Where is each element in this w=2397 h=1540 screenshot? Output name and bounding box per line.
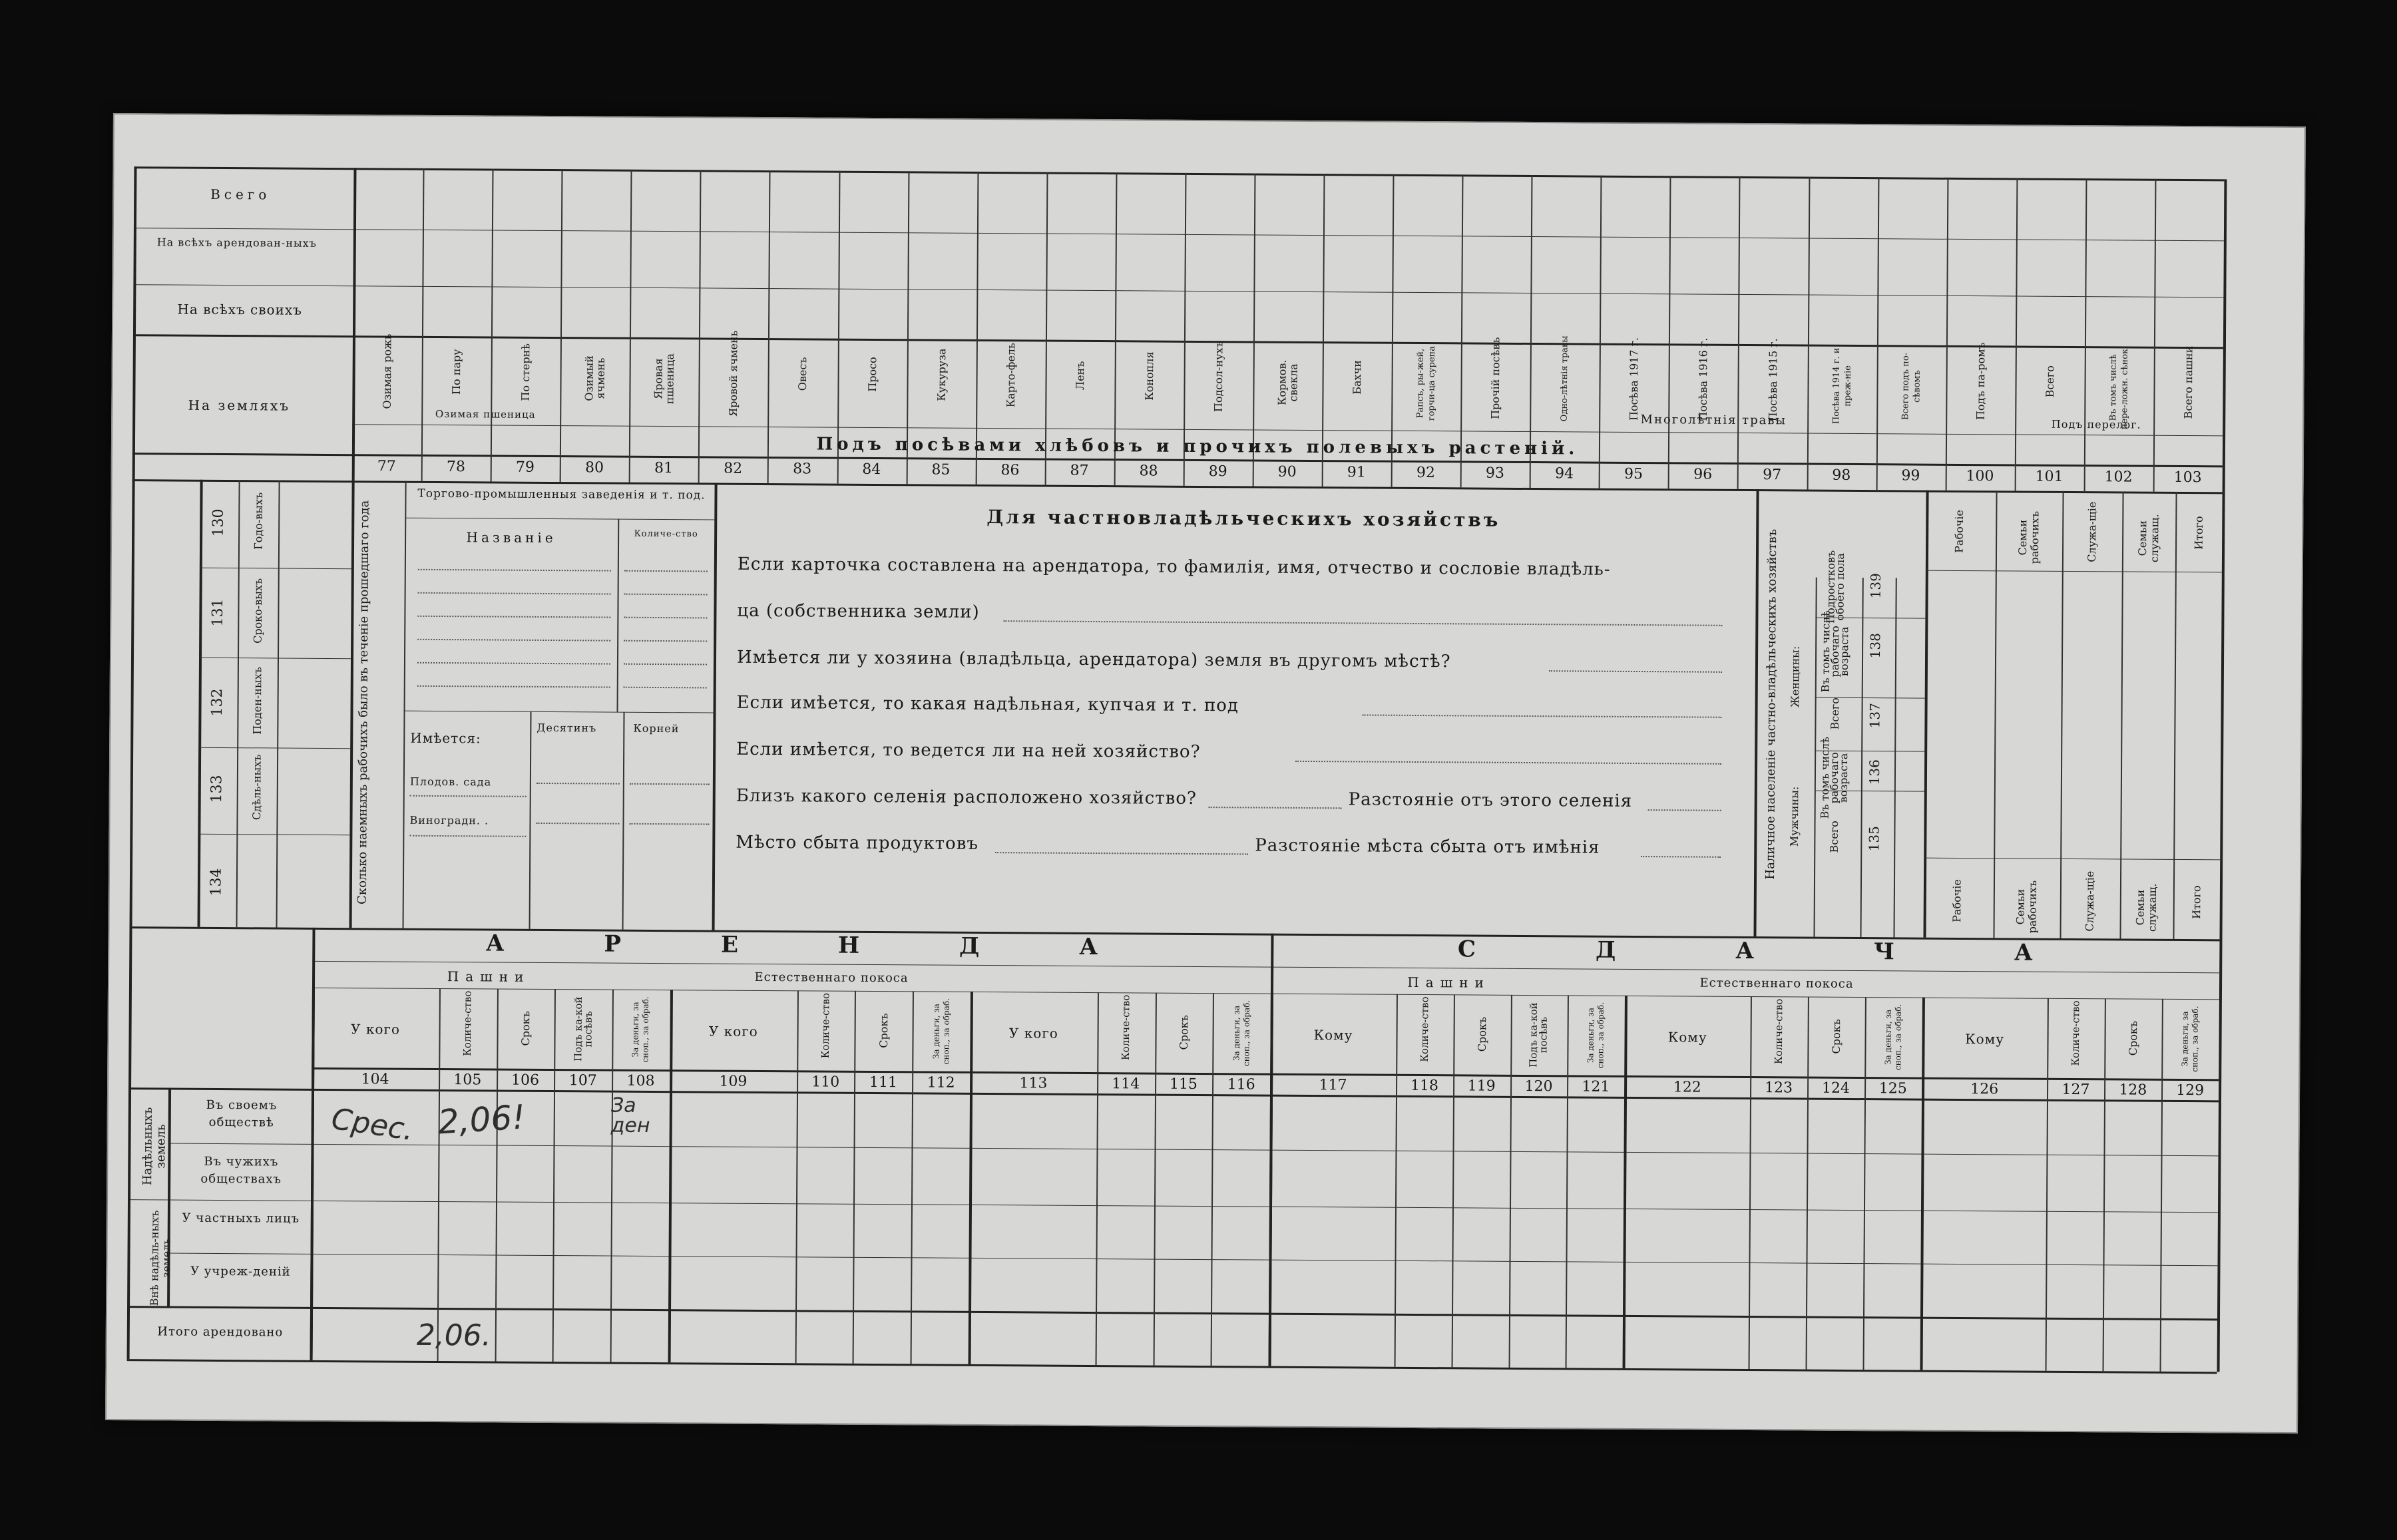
right-col-staff-families-top: Семьи служащ. [2135,514,2161,563]
vne-group-label: Внѣ надѣль-ныхъ земель [148,1210,173,1306]
right-col-worker-families-top: Семьи рабочихъ [2016,510,2042,564]
top-col-label-94: Одно-лѣтнія травы [1559,335,1570,422]
top-col-label-81: Яровая пшеница [652,353,677,405]
sdacha-col-num-120: 120 [1524,1077,1553,1095]
population-men-working: Въ томъ числѣ рабочаго возраста [1818,737,1851,819]
question-5a: Близъ какого селенія расположено хозяйство? [736,785,1197,809]
question-3: Если имѣется, то какая надѣльная, купчая и т. под [736,692,1239,716]
top-col-label-102: Въ томъ числѣ пере-ложн. сѣнок. [2108,345,2130,430]
top-col-label-93: Прочій посѣвъ [1488,337,1502,419]
sdacha-col-num-117: 117 [1319,1077,1347,1094]
top-col-label-100: Подъ па-ромъ [1974,342,1988,421]
top-col-label-85: Кукуруза [935,348,948,401]
top-col-num-102: 102 [2104,469,2133,486]
top-col-num-85: 85 [931,461,951,479]
workers-label-daily: Поден-ныхъ [250,667,264,735]
top-col-label-87: Ленъ [1073,361,1087,391]
pop-num-139: 139 [1867,573,1884,599]
top-col-label-83: Овесъ [796,357,809,391]
top-col-num-90: 90 [1277,463,1297,481]
arenda-col-label-116: За деньги, за сноп., за обраб. [1231,1000,1251,1067]
nadel-group-label: Надѣльныхъ земель [140,1107,168,1186]
sdacha-col-label-127: Количе-ство [2070,1000,2082,1066]
sdacha-col-label-118: Количе-ство [1418,996,1431,1062]
top-col-num-88: 88 [1139,463,1158,480]
arenda-col-label-104: У кого [350,1021,401,1038]
sdacha-col-num-124: 124 [1821,1079,1851,1097]
arenda-col-label-114: Количе-ство [1119,994,1132,1060]
top-col-num-91: 91 [1347,464,1366,481]
top-col-label-101: Всего [2043,365,2057,398]
arenda-col-num-107: 107 [568,1072,597,1089]
top-col-num-93: 93 [1485,465,1505,482]
top-col-label-92: Рапсъ, ры-жей, горчи-ца сурепа [1415,345,1438,421]
sdacha-col-label-120: Подъ ка-кой посѣвъ [1527,1002,1550,1067]
arenda-col-num-113: 113 [1019,1075,1048,1092]
question-6b: Разстояніе мѣста сбыта отъ имѣнія [1255,835,1600,858]
right-col-total-top: Итого [2192,516,2205,550]
sdacha-col-num-119: 119 [1467,1077,1496,1095]
sdacha-pashni: Пашни [1407,974,1490,991]
top-col-num-79: 79 [515,459,535,476]
row-label-lands: На земляхъ [188,397,291,414]
top-col-label-79: По стернѣ [519,343,533,401]
arenda-col-num-106: 106 [511,1071,540,1089]
arenda-heading: АРЕНДА [485,930,1198,961]
sdacha-col-label-128: Срокъ [2127,1020,2140,1056]
workers-label-annual: Годо-выхъ [252,492,266,550]
pop-num-137: 137 [1866,703,1883,729]
trade-desyatin-col: Десятинъ [537,721,597,735]
row-institutions: У учреж-деній [190,1264,291,1279]
sdacha-col-num-118: 118 [1410,1077,1438,1095]
row-label-rented: На всѣхъ арендован-ныхъ [156,236,317,250]
arenda-col-label-112: За деньги, за сноп., за обраб. [931,998,951,1065]
right-col-workers-bottom: Рабочіе [1950,879,1964,922]
top-section-title: Подъ посѣвами хлѣбовъ и прочихъ полевыхъ растеній. [816,434,1579,459]
top-col-num-78: 78 [446,459,465,476]
top-col-label-95: Посѣва 1917 г. [1628,337,1641,421]
top-col-num-103: 103 [2173,469,2202,486]
sdacha-col-label-117: Кому [1313,1027,1353,1044]
arenda-col-label-106: Срокъ [519,1011,533,1046]
pop-num-138: 138 [1867,633,1884,659]
top-col-label-91: Бахчи [1351,360,1364,395]
right-col-staff-families-bottom: Семьи служащ. [2133,883,2159,932]
row-label-total: Всего [210,186,271,203]
question-6a: Мѣсто сбыта продуктовъ [736,832,979,854]
arenda-pashni: Пашни [447,968,531,985]
top-col-label-88: Конопля [1142,351,1156,401]
population-women-all: Всего [1828,697,1842,730]
sdacha-col-num-125: 125 [1878,1080,1907,1097]
question-2: Имѣется ли у хозяина (владѣльца, арендатора) земля въ другомъ мѣстѣ? [736,647,1451,672]
top-col-label-90: Кормов. свекла [1275,359,1300,406]
ozim-pshenitsa-label: Озимая пшеница [435,407,536,421]
top-col-label-82: Яровой ячмень [727,330,740,417]
top-col-label-84: Просо [865,357,879,392]
handwritten-206: 2,06! [437,1097,527,1142]
right-col-staff-bottom: Служа-щіе [2083,870,2097,932]
arenda-col-num-110: 110 [811,1073,840,1091]
arenda-col-num-115: 115 [1169,1075,1198,1093]
sdacha-col-label-119: Срокъ [1475,1016,1488,1052]
handwritten-za-den: За ден [610,1093,650,1137]
arenda-col-label-113: У кого [1008,1025,1058,1042]
row-own-society: Въ своемъ обществѣ [206,1097,278,1130]
workers-num-131: 131 [209,598,227,627]
sdacha-col-label-126: Кому [1965,1031,2005,1048]
top-col-label-78: По пару [450,349,463,395]
right-col-total-bottom: Итого [2190,885,2203,919]
handwritten-sres: Срес. [329,1101,416,1148]
private-title: Для частновладѣльческихъ хозяйствъ [986,506,1501,531]
population-teens: Подростковъ обоего пола [1824,550,1847,624]
top-col-label-80: Озимый ячмень [582,355,608,401]
right-col-workers-top: Рабочіе [1952,510,1966,553]
question-1: Если карточка составлена на арендатора, то фамилія, имя, отчество и сословіе владѣль- [737,554,1611,580]
row-label-own: На всѣхъ своихъ [177,301,302,318]
sdacha-col-label-124: Срокъ [1829,1019,1843,1054]
top-col-num-86: 86 [1000,462,1020,479]
sdacha-col-num-127: 127 [2062,1081,2090,1099]
trade-title: Торгово-промышленныя заведенія и т. под. [417,486,706,502]
question-5b: Разстояніе отъ этого селенія [1348,789,1633,811]
workers-side-label: Сколько наемныхъ рабочихъ было въ теченіе прошедшаго года [355,500,372,904]
arenda-col-num-109: 109 [719,1073,748,1090]
workers-num-132: 132 [208,688,226,717]
top-col-num-100: 100 [1966,468,1994,485]
arenda-col-label-105: Количе-ство [461,990,474,1056]
top-col-label-99: Всего подъ по-сѣвомъ [1900,352,1922,421]
arenda-col-num-116: 116 [1227,1076,1255,1093]
top-col-num-94: 94 [1554,465,1574,482]
sdacha-col-num-129: 129 [2176,1081,2205,1099]
orchard-label: Плодов. сада [409,775,492,789]
row-total-rented: Итого арендовано [157,1324,284,1340]
top-col-num-99: 99 [1901,467,1920,484]
sdacha-col-num-128: 128 [2119,1081,2147,1099]
top-col-num-92: 92 [1416,464,1435,482]
sdacha-col-label-129: За деньги, за сноп., за обраб. [2180,1006,2200,1072]
sdacha-col-label-122: Кому [1667,1029,1707,1046]
sdacha-pokosa: Естественнаго покоса [1699,976,1854,991]
sdacha-col-num-122: 122 [1673,1079,1701,1096]
question-1b: ца (собственника земли) [737,600,980,622]
handwritten-total-206: 2,06. [416,1318,491,1353]
top-col-label-89: Подсол-нухъ [1211,341,1225,413]
workers-num-130: 130 [210,508,227,537]
top-col-num-87: 87 [1070,462,1089,479]
trade-qty-col: Количе-ство [634,528,698,540]
sdacha-heading: СДАЧА [1457,936,2153,967]
workers-label-piece: Сдѣль-ныхъ [250,754,264,821]
top-col-num-82: 82 [724,460,743,477]
pod-perelog-label: Подъ перелог. [2051,417,2141,431]
top-col-num-80: 80 [584,459,604,477]
population-women: Женщины: [1789,646,1802,708]
arenda-col-label-111: Срокъ [877,1013,891,1048]
top-col-label-98: Посѣва 1914 г. и преж-ніе [1831,347,1853,425]
top-col-num-89: 89 [1208,463,1227,481]
top-col-num-84: 84 [862,461,881,479]
population-men: Мужчины: [1787,786,1801,847]
top-col-label-77: Озимая рожь [380,333,394,409]
top-col-label-96: Посѣва 1916 г. [1697,337,1710,421]
arenda-col-num-114: 114 [1112,1075,1140,1093]
top-col-num-97: 97 [1763,467,1782,484]
trade-name-col: Названіе [466,529,556,546]
right-col-staff-top: Служа-щіе [2085,501,2099,562]
sdacha-col-num-121: 121 [1582,1078,1610,1095]
top-col-num-98: 98 [1832,467,1851,484]
mnogoletnie-label: Многолѣтнія травы [1640,413,1787,428]
arenda-col-num-111: 111 [869,1073,897,1091]
arenda-pokosa: Естественнаго покоса [754,970,909,986]
population-women-working: Въ томъ числѣ рабочаго возраста [1819,610,1851,693]
trade-has-label: Имѣется: [410,729,481,747]
population-men-all: Всего [1827,821,1841,853]
top-col-label-86: Карто-фель [1004,343,1018,408]
top-col-num-95: 95 [1624,465,1643,483]
top-col-num-83: 83 [793,461,812,478]
census-card-sheet [105,113,2306,1434]
sdacha-col-num-126: 126 [1970,1081,1999,1098]
top-col-label-97: Посѣва 1915 г. [1766,338,1779,422]
top-col-num-96: 96 [1693,466,1713,483]
arenda-col-num-104: 104 [361,1071,389,1088]
arenda-col-label-115: Срокъ [1177,1015,1191,1050]
top-col-num-101: 101 [2035,468,2064,485]
arenda-col-label-107: Подъ ка-кой посѣвъ [572,996,594,1062]
arenda-col-label-108: За деньги, за сноп., за обраб. [630,996,651,1063]
arenda-col-label-110: Количе-ство [819,992,832,1059]
workers-num-134: 134 [208,868,225,896]
pop-num-136: 136 [1866,759,1883,785]
arenda-col-label-109: У кого [708,1023,758,1040]
sdacha-col-num-123: 123 [1765,1079,1793,1097]
arenda-col-num-105: 105 [453,1071,482,1089]
top-col-label-103: Всего пашни [2181,345,2195,419]
pop-num-135: 135 [1866,826,1882,852]
trade-korney-col: Корней [633,721,680,735]
workers-label-term: Сроко-выхъ [251,578,265,644]
row-private-persons: У частныхъ лицъ [182,1211,300,1226]
vineyard-label: Виноградн. . [409,813,489,827]
arenda-col-num-112: 112 [927,1074,955,1091]
sdacha-col-label-125: За деньги, за сноп., за обраб. [1883,1004,1903,1071]
sdacha-col-label-123: Количе-ство [1772,998,1785,1064]
question-4: Если имѣется, то ведется ли на ней хозяйство? [736,739,1201,762]
top-col-num-77: 77 [377,458,396,475]
row-other-societies: Въ чужихъ обществахъ [200,1154,282,1187]
sdacha-col-label-121: За деньги, за сноп., за обраб. [1586,1002,1606,1069]
top-col-num-81: 81 [654,459,674,477]
workers-num-133: 133 [208,775,226,803]
right-col-worker-families-bottom: Семьи рабочихъ [2014,880,2040,934]
population-side-label: Наличное населеніе частно-владѣльческихъ хозяйствъ [1763,528,1780,880]
arenda-col-num-108: 108 [626,1072,655,1089]
